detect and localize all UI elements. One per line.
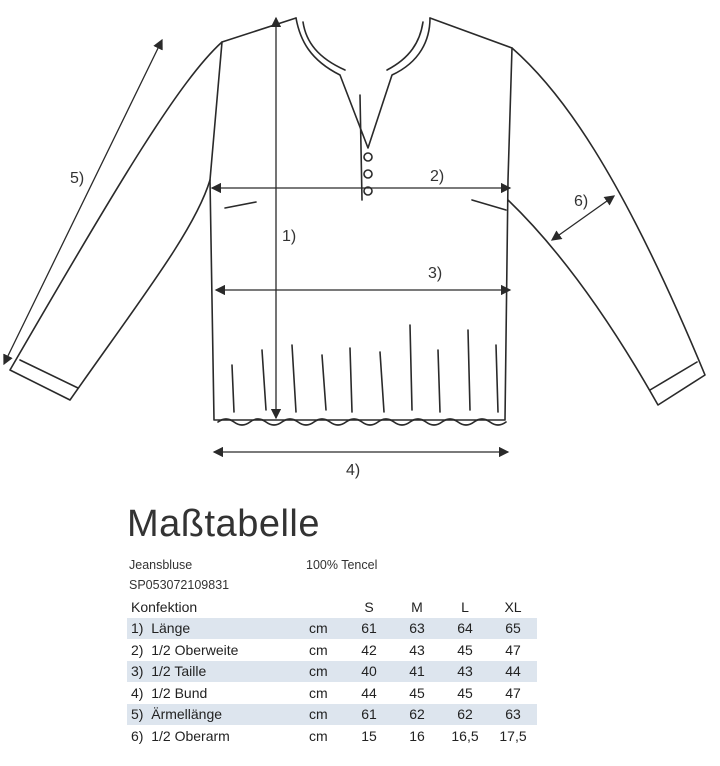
measure-line-5 <box>4 40 162 364</box>
table-row <box>127 618 537 640</box>
measurement-name: 4) 1/2 Bund <box>131 684 208 701</box>
header-size-l: L <box>461 598 469 615</box>
value-size-xl: 65 <box>489 618 537 640</box>
measurement-name: 6) 1/2 Oberarm <box>131 727 230 744</box>
header-size-xl: XL <box>504 598 522 615</box>
table-row <box>127 704 537 726</box>
value-size-m: 41 <box>393 661 441 683</box>
size-chart-title: Maßtabelle <box>127 503 320 545</box>
left-sleeve <box>10 42 222 400</box>
value-size-xl: 17,5 <box>499 727 527 744</box>
value-size-m: 43 <box>409 641 425 658</box>
measurement-unit: cm <box>309 661 345 683</box>
collar <box>296 18 430 148</box>
value-size-l: 45 <box>457 684 473 701</box>
measure-label-5: 5) <box>70 170 85 187</box>
measure-label-1: 1) <box>282 228 297 245</box>
blouse-outline <box>210 18 512 420</box>
measurement-unit: cm <box>309 641 328 658</box>
measure-label-6: 6) <box>574 193 589 210</box>
value-size-m: 16 <box>409 727 425 744</box>
value-size-m: 63 <box>393 618 441 640</box>
value-size-l: 43 <box>441 661 489 683</box>
header-label: Konfektion <box>131 598 198 615</box>
value-size-l: 62 <box>441 704 489 726</box>
table-row <box>127 682 537 704</box>
value-size-xl: 47 <box>505 684 521 701</box>
product-material: 100% Tencel <box>306 558 378 572</box>
value-size-xl: 63 <box>489 704 537 726</box>
value-size-m: 62 <box>393 704 441 726</box>
value-size-s: 40 <box>345 661 393 683</box>
value-size-s: 15 <box>361 727 377 744</box>
value-size-s: 61 <box>345 704 393 726</box>
right-sleeve <box>508 48 705 405</box>
table-row <box>127 661 537 683</box>
measurement-name: 2) 1/2 Oberweite <box>131 641 239 658</box>
measurement-unit: cm <box>309 704 345 726</box>
value-size-l: 64 <box>441 618 489 640</box>
header-size-s: S <box>364 598 374 615</box>
header-unit <box>309 596 345 618</box>
value-size-l: 45 <box>457 641 473 658</box>
measurement-unit: cm <box>309 727 328 744</box>
measure-label-3: 3) <box>428 265 443 282</box>
measurement-name: 3) 1/2 Taille <box>127 661 309 683</box>
button-2 <box>364 170 372 178</box>
header-size-m: M <box>411 598 423 615</box>
article-number: SP053072109831 <box>129 578 230 592</box>
table-row <box>127 639 537 661</box>
value-size-s: 44 <box>361 684 377 701</box>
value-size-l: 16,5 <box>451 727 479 744</box>
value-size-m: 45 <box>409 684 425 701</box>
measurement-unit: cm <box>309 684 328 701</box>
measurement-name: 5) Ärmellänge <box>127 704 309 726</box>
value-size-xl: 44 <box>489 661 537 683</box>
product-name: Jeansbluse <box>129 558 193 572</box>
table-row <box>127 725 537 747</box>
size-table-header <box>127 596 537 618</box>
measure-label-2: 2) <box>430 168 445 185</box>
value-size-s: 42 <box>361 641 377 658</box>
measurement-name: 1) Länge <box>127 618 309 640</box>
value-size-xl: 47 <box>505 641 521 658</box>
size-table <box>127 596 537 747</box>
value-size-s: 61 <box>345 618 393 640</box>
button-1 <box>364 153 372 161</box>
measure-label-4: 4) <box>346 462 361 479</box>
measurement-unit: cm <box>309 618 345 640</box>
